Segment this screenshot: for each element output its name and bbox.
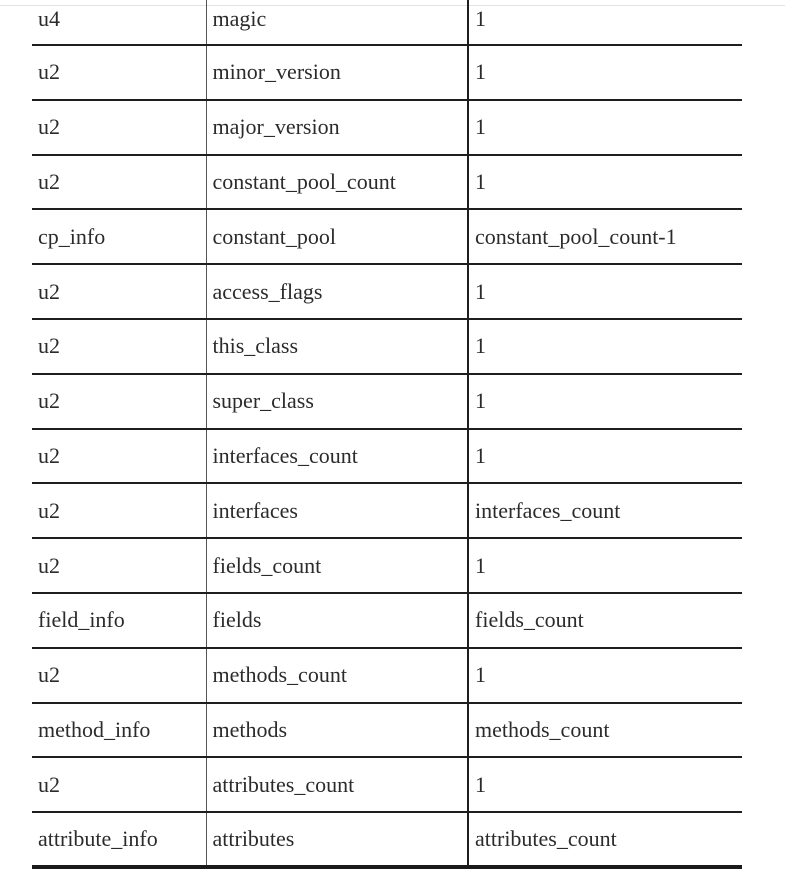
- cell-type: u2: [32, 483, 206, 538]
- table-row: [32, 703, 742, 758]
- cell-type: u2: [32, 429, 206, 484]
- table-row: [32, 45, 742, 100]
- cell-name: interfaces: [206, 483, 468, 538]
- cell-name: magic: [206, 0, 468, 45]
- cell-type: u2: [32, 319, 206, 374]
- table-row: [32, 319, 742, 374]
- cell-count: 1: [468, 757, 742, 812]
- cell-name: this_class: [206, 319, 468, 374]
- cell-name: methods_count: [206, 648, 468, 703]
- cell-name: attributes_count: [206, 757, 468, 812]
- cell-type: u4: [32, 0, 206, 45]
- table-row: [32, 155, 742, 210]
- cell-type: method_info: [32, 703, 206, 758]
- cell-name: constant_pool: [206, 209, 468, 264]
- table-row: [32, 538, 742, 593]
- cell-count: attributes_count: [468, 812, 742, 867]
- table-row: [32, 648, 742, 703]
- cell-count: 1: [468, 0, 742, 45]
- cell-type: u2: [32, 374, 206, 429]
- cell-name: major_version: [206, 100, 468, 155]
- cell-type: u2: [32, 757, 206, 812]
- table-row: [32, 593, 742, 648]
- table-row: [32, 812, 742, 867]
- cell-type: u2: [32, 45, 206, 100]
- table-row: [32, 429, 742, 484]
- class-file-structure-table: [32, 0, 742, 869]
- cell-type: u2: [32, 648, 206, 703]
- table-row: [32, 374, 742, 429]
- cell-count: 1: [468, 374, 742, 429]
- cell-count: 1: [468, 45, 742, 100]
- cell-name: minor_version: [206, 45, 468, 100]
- cell-type: u2: [32, 264, 206, 319]
- cell-type: cp_info: [32, 209, 206, 264]
- cell-count: 1: [468, 100, 742, 155]
- cell-count: interfaces_count: [468, 483, 742, 538]
- cell-name: fields_count: [206, 538, 468, 593]
- cell-type: u2: [32, 538, 206, 593]
- cell-name: attributes: [206, 812, 468, 867]
- cell-type: u2: [32, 100, 206, 155]
- cell-count: constant_pool_count-1: [468, 209, 742, 264]
- cell-name: access_flags: [206, 264, 468, 319]
- cell-count: 1: [468, 155, 742, 210]
- cell-count: fields_count: [468, 593, 742, 648]
- table-row: [32, 483, 742, 538]
- cell-count: 1: [468, 648, 742, 703]
- cell-name: fields: [206, 593, 468, 648]
- cell-type: attribute_info: [32, 812, 206, 867]
- cell-count: methods_count: [468, 703, 742, 758]
- cell-name: super_class: [206, 374, 468, 429]
- cell-count: 1: [468, 319, 742, 374]
- table-row: [32, 757, 742, 812]
- table-row: [32, 100, 742, 155]
- table-body: [32, 0, 742, 867]
- table-row: [32, 0, 742, 45]
- cell-type: u2: [32, 155, 206, 210]
- cell-count: 1: [468, 264, 742, 319]
- cell-type: field_info: [32, 593, 206, 648]
- cell-name: interfaces_count: [206, 429, 468, 484]
- cell-name: methods: [206, 703, 468, 758]
- table-row: [32, 209, 742, 264]
- cell-count: 1: [468, 538, 742, 593]
- cell-count: 1: [468, 429, 742, 484]
- table-row: [32, 264, 742, 319]
- cell-name: constant_pool_count: [206, 155, 468, 210]
